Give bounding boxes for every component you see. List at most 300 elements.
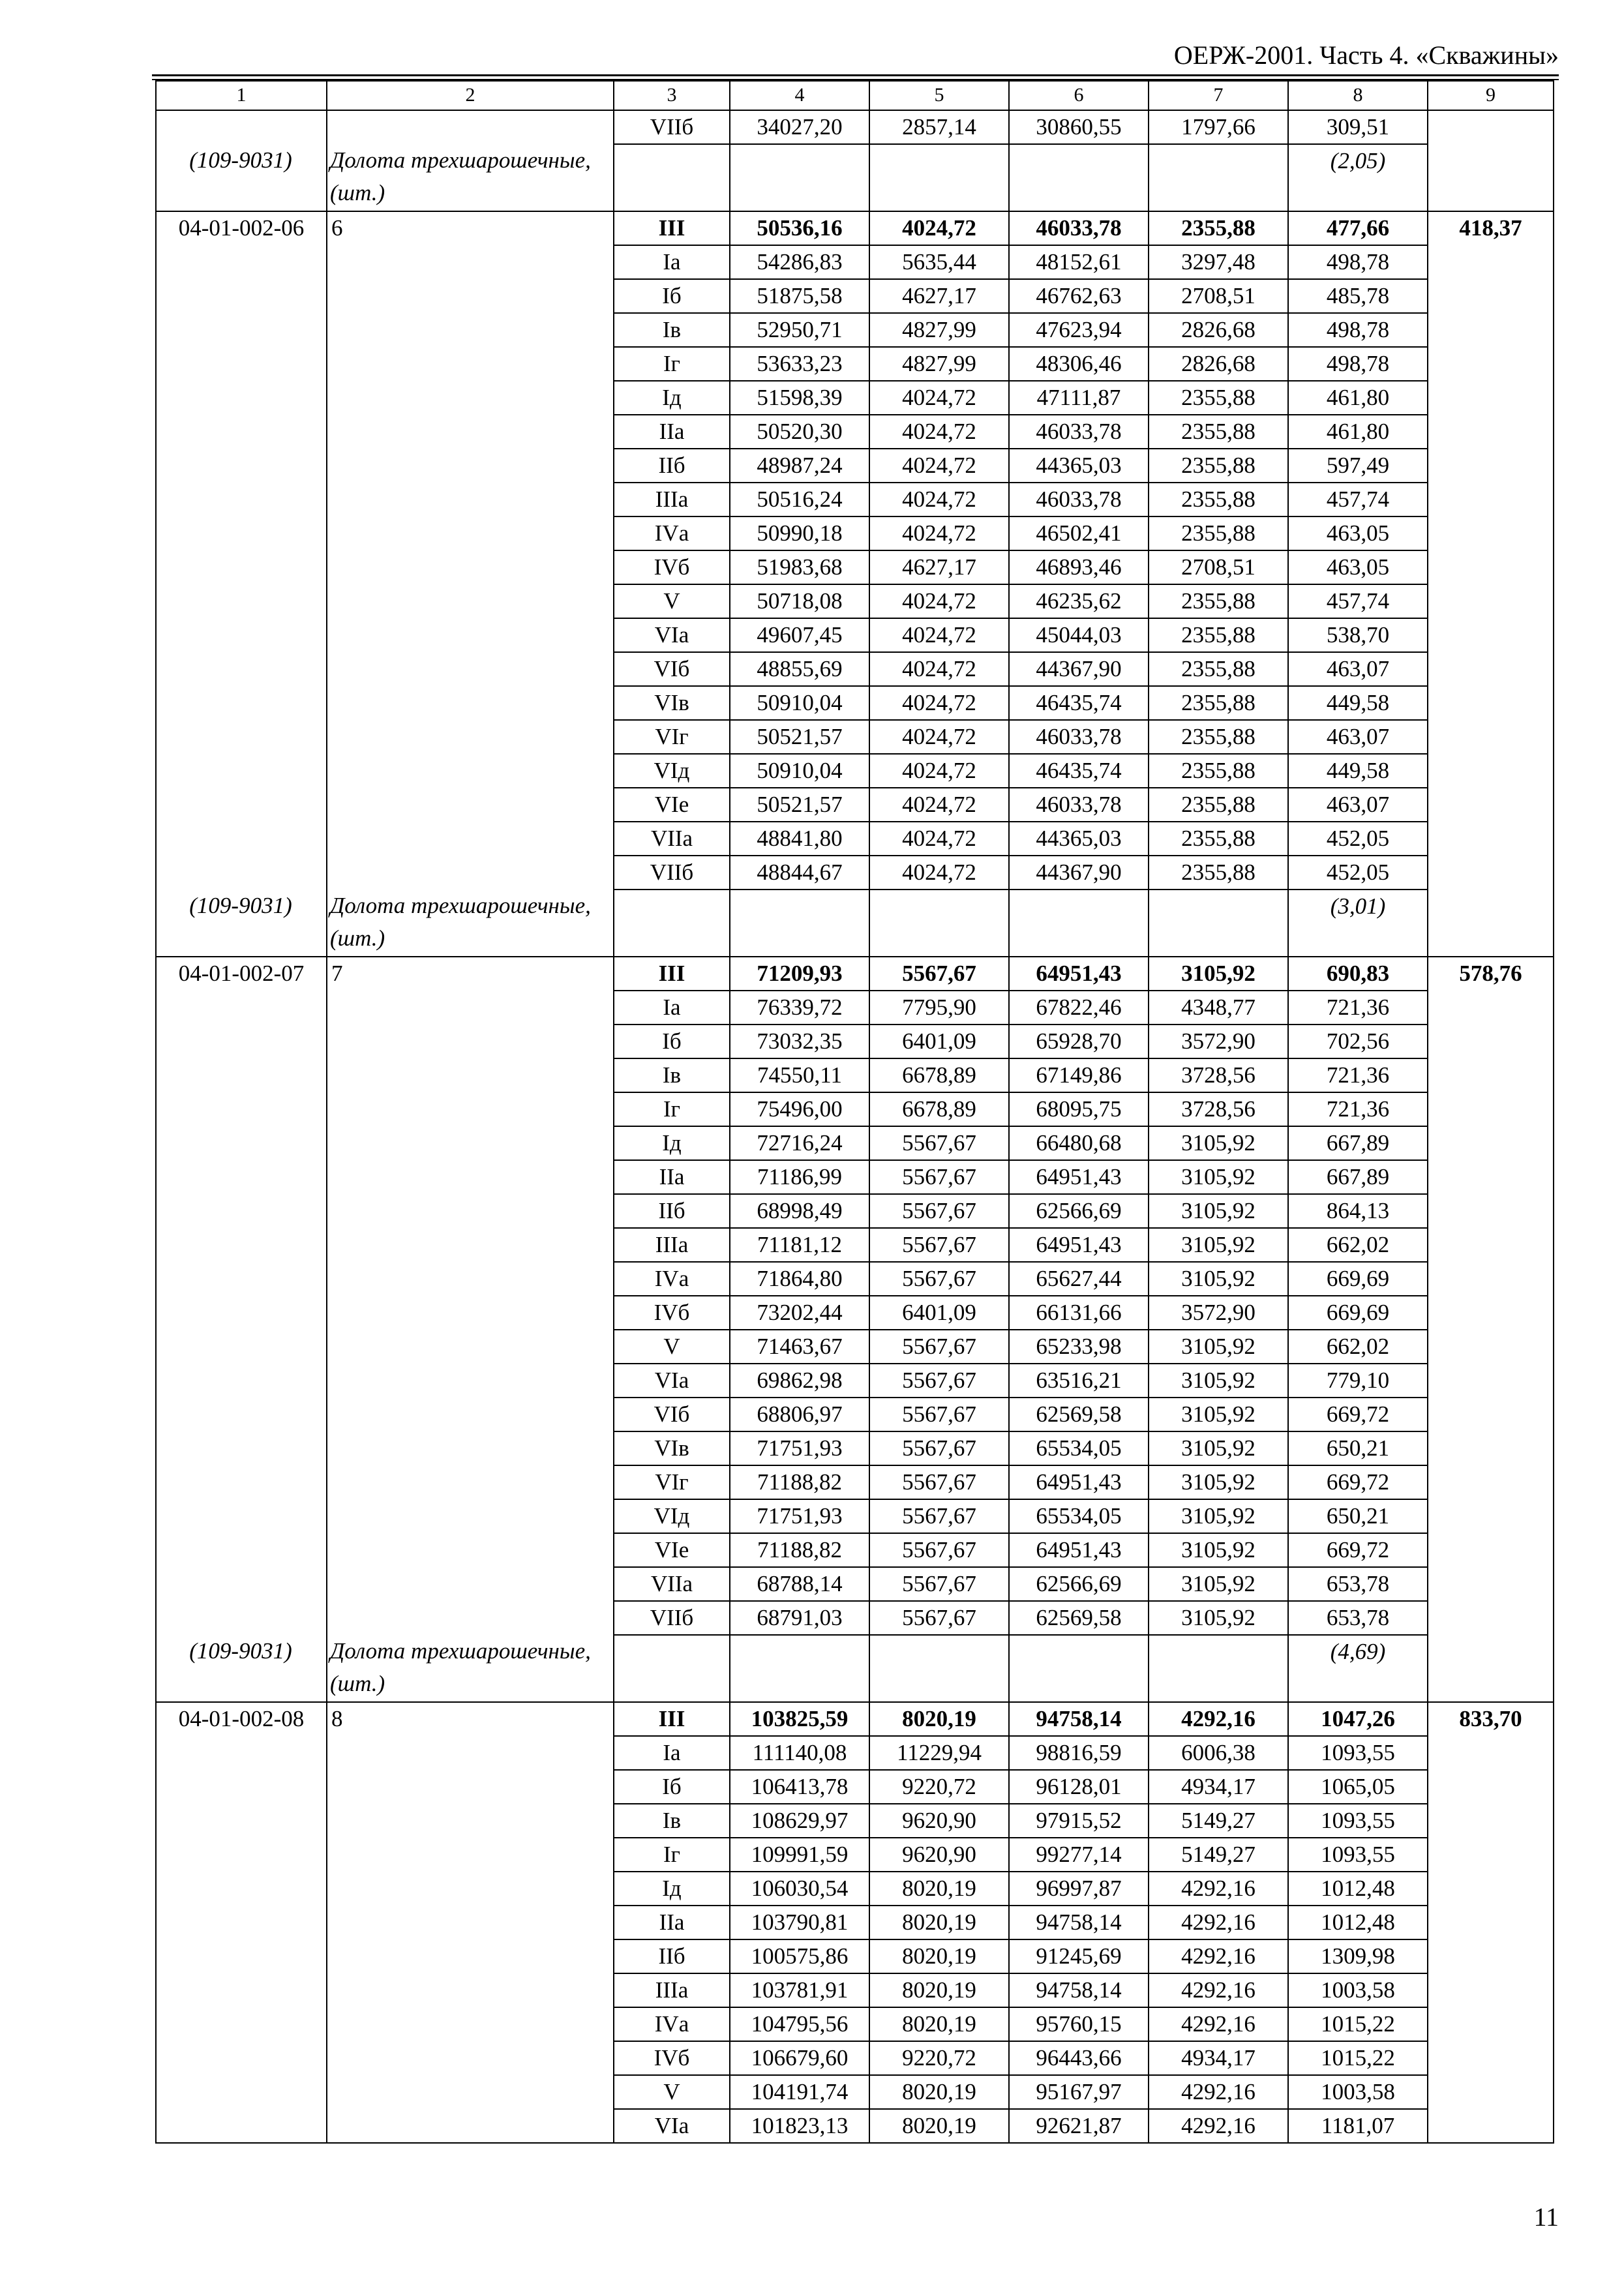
value-cell: 4024,72	[869, 415, 1009, 449]
value-cell: 8020,19	[869, 1702, 1009, 1736]
zone-cell: VIIб	[614, 856, 730, 890]
zone-cell: III	[614, 1702, 730, 1736]
value-cell: 650,21	[1288, 1499, 1428, 1533]
table-body	[156, 81, 1554, 2143]
table-row	[156, 1702, 1554, 1736]
value-cell: 3297,48	[1149, 245, 1288, 279]
value-cell: 48152,61	[1009, 245, 1149, 279]
value-cell: 68791,03	[730, 1601, 869, 1635]
value-cell: 8020,19	[869, 1973, 1009, 2007]
value-cell: 106030,54	[730, 1872, 869, 1906]
value-cell: 5567,67	[869, 1364, 1009, 1398]
zone-cell: IIа	[614, 415, 730, 449]
value-cell: 662,02	[1288, 1330, 1428, 1364]
value-cell: 62569,58	[1009, 1601, 1149, 1635]
column-number: 3	[614, 81, 730, 110]
value-cell: 9620,90	[869, 1804, 1009, 1838]
value-cell: 71751,93	[730, 1499, 869, 1533]
value-cell: 46033,78	[1009, 788, 1149, 822]
value-cell: 2355,88	[1149, 788, 1288, 822]
empty-cell	[1009, 890, 1149, 957]
value-cell: 64951,43	[1009, 1533, 1149, 1567]
zone-cell: IIб	[614, 1194, 730, 1228]
value-cell: 1012,48	[1288, 1906, 1428, 1939]
value-cell: 46033,78	[1009, 483, 1149, 516]
value-cell: 2708,51	[1149, 279, 1288, 313]
value-cell: 48306,46	[1009, 347, 1149, 381]
value-cell: 104795,56	[730, 2007, 869, 2041]
value-cell: 75496,00	[730, 1092, 869, 1126]
col9-cell	[1428, 110, 1554, 211]
column-number: 4	[730, 81, 869, 110]
value-cell: 92621,87	[1009, 2109, 1149, 2143]
value-cell: 53633,23	[730, 347, 869, 381]
value-cell: 50718,08	[730, 584, 869, 618]
page-number: 11	[1533, 2202, 1559, 2232]
value-cell: 5567,67	[869, 1126, 1009, 1160]
empty-cell	[869, 890, 1009, 957]
empty-cell	[1149, 890, 1288, 957]
item-code-cell	[156, 957, 327, 1702]
zone-cell: III	[614, 211, 730, 245]
value-cell: 4627,17	[869, 279, 1009, 313]
value-cell: 3105,92	[1149, 1194, 1288, 1228]
value-cell: 106413,78	[730, 1770, 869, 1804]
value-cell: 4292,16	[1149, 1973, 1288, 2007]
material-value: (4,69)	[1330, 1639, 1386, 1664]
value-cell: 71751,93	[730, 1431, 869, 1465]
value-cell: 1181,07	[1288, 2109, 1428, 2143]
zone-cell: IVб	[614, 550, 730, 584]
zone-cell: Iб	[614, 1025, 730, 1058]
value-cell: 5567,67	[869, 1465, 1009, 1499]
value-cell: 66131,66	[1009, 1296, 1149, 1330]
value-cell: 3105,92	[1149, 1431, 1288, 1465]
value-cell: 6678,89	[869, 1092, 1009, 1126]
value-cell: 65534,05	[1009, 1431, 1149, 1465]
value-cell: 4024,72	[869, 381, 1009, 415]
value-cell: 1012,48	[1288, 1872, 1428, 1906]
value-cell: 457,74	[1288, 483, 1428, 516]
value-cell: 2355,88	[1149, 449, 1288, 483]
value-cell: 9220,72	[869, 1770, 1009, 1804]
value-cell: 2826,68	[1149, 347, 1288, 381]
empty-cell	[614, 890, 730, 957]
value-cell: 50520,30	[730, 415, 869, 449]
value-cell: 46435,74	[1009, 754, 1149, 788]
value-cell: 8020,19	[869, 1872, 1009, 1906]
value-cell: 4024,72	[869, 584, 1009, 618]
empty-cell	[730, 890, 869, 957]
zone-cell: III	[614, 957, 730, 991]
value-cell: 50990,18	[730, 516, 869, 550]
value-cell: 5567,67	[869, 1194, 1009, 1228]
value-cell: 4024,72	[869, 788, 1009, 822]
value-cell: 94758,14	[1009, 1973, 1149, 2007]
value-cell: 67822,46	[1009, 991, 1149, 1025]
value-cell: 3105,92	[1149, 1465, 1288, 1499]
value-cell: 4292,16	[1149, 1906, 1288, 1939]
empty-cell	[1009, 1635, 1149, 1702]
value-cell: 73202,44	[730, 1296, 869, 1330]
value-cell: 4292,16	[1149, 2007, 1288, 2041]
zone-cell: IVб	[614, 1296, 730, 1330]
value-cell: 109991,59	[730, 1838, 869, 1872]
value-cell: 103781,91	[730, 1973, 869, 2007]
zone-cell: V	[614, 1330, 730, 1364]
value-cell: 5635,44	[869, 245, 1009, 279]
empty-cell	[730, 144, 869, 211]
value-cell: 4934,17	[1149, 2041, 1288, 2075]
item-code: 04-01-002-08	[178, 1706, 305, 1731]
value-cell: 64951,43	[1009, 1228, 1149, 1262]
value-cell: 46435,74	[1009, 686, 1149, 720]
column-number: 5	[869, 81, 1009, 110]
value-cell: 46893,46	[1009, 550, 1149, 584]
item-name: 8	[331, 1706, 343, 1731]
value-cell: 46033,78	[1009, 211, 1149, 245]
value-cell: 98816,59	[1009, 1736, 1149, 1770]
value-cell: 51875,58	[730, 279, 869, 313]
value-cell: 101823,13	[730, 2109, 869, 2143]
value-cell: 1003,58	[1288, 1973, 1428, 2007]
page-header-title: ОЕРЖ-2001. Часть 4. «Скважины»	[1173, 40, 1559, 70]
value-cell: 50536,16	[730, 211, 869, 245]
value-cell: 3572,90	[1149, 1025, 1288, 1058]
zone-cell: Iг	[614, 1838, 730, 1872]
value-cell: 669,69	[1288, 1262, 1428, 1296]
value-cell: 45044,03	[1009, 618, 1149, 652]
value-cell: 2826,68	[1149, 313, 1288, 347]
value-cell: 50910,04	[730, 686, 869, 720]
empty-cell	[1149, 144, 1288, 211]
item-code: 04-01-002-06	[178, 215, 305, 241]
value-cell: 2355,88	[1149, 856, 1288, 890]
value-cell: 3105,92	[1149, 957, 1288, 991]
zone-cell: Iа	[614, 245, 730, 279]
value-cell: 65928,70	[1009, 1025, 1149, 1058]
value-cell: 4292,16	[1149, 1939, 1288, 1973]
value-cell: 47111,87	[1009, 381, 1149, 415]
value-cell: 46235,62	[1009, 584, 1149, 618]
zone-cell: VIб	[614, 652, 730, 686]
value-cell: 2355,88	[1149, 652, 1288, 686]
value-cell: 4024,72	[869, 720, 1009, 754]
value-cell: 5567,67	[869, 1431, 1009, 1465]
value-cell: 667,89	[1288, 1126, 1428, 1160]
zone-cell: Iв	[614, 1058, 730, 1092]
value-cell: 62569,58	[1009, 1398, 1149, 1431]
column-number-row	[156, 81, 1554, 110]
value-cell: 721,36	[1288, 1092, 1428, 1126]
value-cell: 68095,75	[1009, 1092, 1149, 1126]
value-cell: 96443,66	[1009, 2041, 1149, 2075]
value-cell: 71864,80	[730, 1262, 869, 1296]
value-cell: 2708,51	[1149, 550, 1288, 584]
value-cell: 461,80	[1288, 381, 1428, 415]
material-label: Долота трехшарошечные, (шт.)	[330, 893, 591, 951]
value-cell: 5567,67	[869, 1228, 1009, 1262]
value-cell: 97915,52	[1009, 1804, 1149, 1838]
value-cell: 94758,14	[1009, 1702, 1149, 1736]
value-cell: 463,07	[1288, 788, 1428, 822]
value-cell: 91245,69	[1009, 1939, 1149, 1973]
item-name: 6	[331, 215, 343, 241]
empty-cell	[614, 1635, 730, 1702]
column-number: 1	[156, 81, 327, 110]
zone-cell: VIа	[614, 618, 730, 652]
value-cell: 44367,90	[1009, 652, 1149, 686]
value-cell: 5567,67	[869, 1262, 1009, 1296]
zone-cell: VIд	[614, 754, 730, 788]
value-cell: 54286,83	[730, 245, 869, 279]
value-cell: 2355,88	[1149, 720, 1288, 754]
value-cell: 449,58	[1288, 686, 1428, 720]
item-name-cell	[327, 1702, 614, 2143]
zone-cell: VIIб	[614, 1601, 730, 1635]
value-cell: 5567,67	[869, 957, 1009, 991]
value-cell: 653,78	[1288, 1567, 1428, 1601]
value-cell: 463,07	[1288, 720, 1428, 754]
value-cell: 5149,27	[1149, 1838, 1288, 1872]
value-cell: 669,72	[1288, 1398, 1428, 1431]
value-cell: 669,72	[1288, 1465, 1428, 1499]
value-cell: 104191,74	[730, 2075, 869, 2109]
material-label: Долота трехшарошечные, (шт.)	[330, 147, 591, 205]
value-cell: 65233,98	[1009, 1330, 1149, 1364]
value-cell: 2355,88	[1149, 686, 1288, 720]
value-cell: 4024,72	[869, 211, 1009, 245]
zone-cell: Iб	[614, 1770, 730, 1804]
col9-cell	[1428, 1702, 1554, 2143]
value-cell: 477,66	[1288, 211, 1428, 245]
value-cell: 5149,27	[1149, 1804, 1288, 1838]
zone-cell: VIг	[614, 1465, 730, 1499]
value-cell: 662,02	[1288, 1228, 1428, 1262]
value-cell: 8020,19	[869, 2007, 1009, 2041]
value-cell: 309,51	[1288, 110, 1428, 144]
value-cell: 51983,68	[730, 550, 869, 584]
column-number: 6	[1009, 81, 1149, 110]
value-cell: 1093,55	[1288, 1736, 1428, 1770]
value-cell: 5567,67	[869, 1160, 1009, 1194]
value-cell: 73032,35	[730, 1025, 869, 1058]
empty-cell	[614, 144, 730, 211]
value-cell: 2355,88	[1149, 516, 1288, 550]
col9-value: 578,76	[1459, 961, 1522, 986]
material-value-cell	[1288, 890, 1428, 957]
value-cell: 4024,72	[869, 686, 1009, 720]
value-cell: 2857,14	[869, 110, 1009, 144]
value-cell: 95760,15	[1009, 2007, 1149, 2041]
value-cell: 64951,43	[1009, 1465, 1149, 1499]
material-value: (3,01)	[1330, 893, 1386, 919]
value-cell: 99277,14	[1009, 1838, 1149, 1872]
value-cell: 2355,88	[1149, 381, 1288, 415]
value-cell: 96128,01	[1009, 1770, 1149, 1804]
zone-cell: VIе	[614, 788, 730, 822]
zone-cell: IIIа	[614, 1228, 730, 1262]
value-cell: 4024,72	[869, 822, 1009, 856]
column-number: 9	[1428, 81, 1554, 110]
value-cell: 3105,92	[1149, 1398, 1288, 1431]
value-cell: 4827,99	[869, 313, 1009, 347]
value-cell: 6678,89	[869, 1058, 1009, 1092]
header-rule	[152, 74, 1559, 76]
value-cell: 5567,67	[869, 1330, 1009, 1364]
value-cell: 4934,17	[1149, 1770, 1288, 1804]
zone-cell: Iв	[614, 1804, 730, 1838]
column-number: 8	[1288, 81, 1428, 110]
zone-cell: Iг	[614, 347, 730, 381]
zone-cell: IIа	[614, 1160, 730, 1194]
value-cell: 1309,98	[1288, 1939, 1428, 1973]
zone-cell: IIб	[614, 449, 730, 483]
value-cell: 449,58	[1288, 754, 1428, 788]
value-cell: 103825,59	[730, 1702, 869, 1736]
value-cell: 4292,16	[1149, 2109, 1288, 2143]
price-table	[155, 80, 1554, 2144]
value-cell: 67149,86	[1009, 1058, 1149, 1092]
value-cell: 9620,90	[869, 1838, 1009, 1872]
value-cell: 463,05	[1288, 550, 1428, 584]
value-cell: 538,70	[1288, 618, 1428, 652]
item-name-cell	[327, 211, 614, 957]
value-cell: 46502,41	[1009, 516, 1149, 550]
value-cell: 48987,24	[730, 449, 869, 483]
zone-cell: IIа	[614, 1906, 730, 1939]
value-cell: 95167,97	[1009, 2075, 1149, 2109]
table-row	[156, 957, 1554, 991]
value-cell: 8020,19	[869, 2109, 1009, 2143]
value-cell: 597,49	[1288, 449, 1428, 483]
value-cell: 71188,82	[730, 1533, 869, 1567]
zone-cell: VIв	[614, 686, 730, 720]
value-cell: 485,78	[1288, 279, 1428, 313]
material-value: (2,05)	[1330, 148, 1386, 173]
zone-cell: IVб	[614, 2041, 730, 2075]
value-cell: 461,80	[1288, 415, 1428, 449]
value-cell: 3105,92	[1149, 1364, 1288, 1398]
value-cell: 9220,72	[869, 2041, 1009, 2075]
value-cell: 69862,98	[730, 1364, 869, 1398]
empty-cell	[1149, 1635, 1288, 1702]
value-cell: 4024,72	[869, 856, 1009, 890]
value-cell: 463,05	[1288, 516, 1428, 550]
value-cell: 4024,72	[869, 754, 1009, 788]
empty-cell	[1009, 144, 1149, 211]
zone-cell: VIв	[614, 1431, 730, 1465]
value-cell: 68788,14	[730, 1567, 869, 1601]
material-code: (109-9031)	[189, 1638, 292, 1664]
value-cell: 4292,16	[1149, 2075, 1288, 2109]
value-cell: 46762,63	[1009, 279, 1149, 313]
value-cell: 7795,90	[869, 991, 1009, 1025]
value-cell: 864,13	[1288, 1194, 1428, 1228]
table-row	[156, 211, 1554, 245]
value-cell: 50910,04	[730, 754, 869, 788]
value-cell: 1797,66	[1149, 110, 1288, 144]
value-cell: 1015,22	[1288, 2041, 1428, 2075]
value-cell: 3105,92	[1149, 1533, 1288, 1567]
value-cell: 71188,82	[730, 1465, 869, 1499]
value-cell: 44365,03	[1009, 822, 1149, 856]
value-cell: 463,07	[1288, 652, 1428, 686]
value-cell: 4292,16	[1149, 1702, 1288, 1736]
item-code-cell	[156, 211, 327, 957]
value-cell: 498,78	[1288, 313, 1428, 347]
value-cell: 71463,67	[730, 1330, 869, 1364]
value-cell: 63516,21	[1009, 1364, 1149, 1398]
value-cell: 3572,90	[1149, 1296, 1288, 1330]
zone-cell: VIе	[614, 1533, 730, 1567]
value-cell: 66480,68	[1009, 1126, 1149, 1160]
value-cell: 5567,67	[869, 1533, 1009, 1567]
zone-cell: Iд	[614, 1126, 730, 1160]
value-cell: 72716,24	[730, 1126, 869, 1160]
empty-cell	[869, 144, 1009, 211]
value-cell: 5567,67	[869, 1601, 1009, 1635]
value-cell: 6006,38	[1149, 1736, 1288, 1770]
value-cell: 2355,88	[1149, 754, 1288, 788]
value-cell: 1093,55	[1288, 1804, 1428, 1838]
value-cell: 3105,92	[1149, 1228, 1288, 1262]
value-cell: 2355,88	[1149, 483, 1288, 516]
value-cell: 452,05	[1288, 822, 1428, 856]
column-number: 7	[1149, 81, 1288, 110]
column-number: 2	[327, 81, 614, 110]
zone-cell: Iб	[614, 279, 730, 313]
zone-cell: Iг	[614, 1092, 730, 1126]
zone-cell: IVа	[614, 1262, 730, 1296]
value-cell: 5567,67	[869, 1499, 1009, 1533]
value-cell: 44365,03	[1009, 449, 1149, 483]
value-cell: 779,10	[1288, 1364, 1428, 1398]
empty-cell	[869, 1635, 1009, 1702]
value-cell: 498,78	[1288, 347, 1428, 381]
value-cell: 3105,92	[1149, 1160, 1288, 1194]
value-cell: 62566,69	[1009, 1567, 1149, 1601]
value-cell: 4024,72	[869, 449, 1009, 483]
value-cell: 2355,88	[1149, 211, 1288, 245]
value-cell: 100575,86	[730, 1939, 869, 1973]
value-cell: 702,56	[1288, 1025, 1428, 1058]
material-code: (109-9031)	[189, 147, 292, 173]
value-cell: 4024,72	[869, 516, 1009, 550]
value-cell: 4024,72	[869, 618, 1009, 652]
value-cell: 48855,69	[730, 652, 869, 686]
value-cell: 49607,45	[730, 618, 869, 652]
value-cell: 50516,24	[730, 483, 869, 516]
value-cell: 46033,78	[1009, 415, 1149, 449]
zone-cell: VIIб	[614, 110, 730, 144]
value-cell: 2355,88	[1149, 584, 1288, 618]
table-row	[156, 110, 1554, 144]
value-cell: 8020,19	[869, 2075, 1009, 2109]
value-cell: 111140,08	[730, 1736, 869, 1770]
value-cell: 8020,19	[869, 1906, 1009, 1939]
empty-cell	[730, 1635, 869, 1702]
value-cell: 3105,92	[1149, 1601, 1288, 1635]
zone-cell: VIIа	[614, 822, 730, 856]
value-cell: 650,21	[1288, 1431, 1428, 1465]
value-cell: 1003,58	[1288, 2075, 1428, 2109]
value-cell: 3105,92	[1149, 1262, 1288, 1296]
value-cell: 64951,43	[1009, 957, 1149, 991]
value-cell: 4627,17	[869, 550, 1009, 584]
value-cell: 65627,44	[1009, 1262, 1149, 1296]
zone-cell: Iа	[614, 1736, 730, 1770]
